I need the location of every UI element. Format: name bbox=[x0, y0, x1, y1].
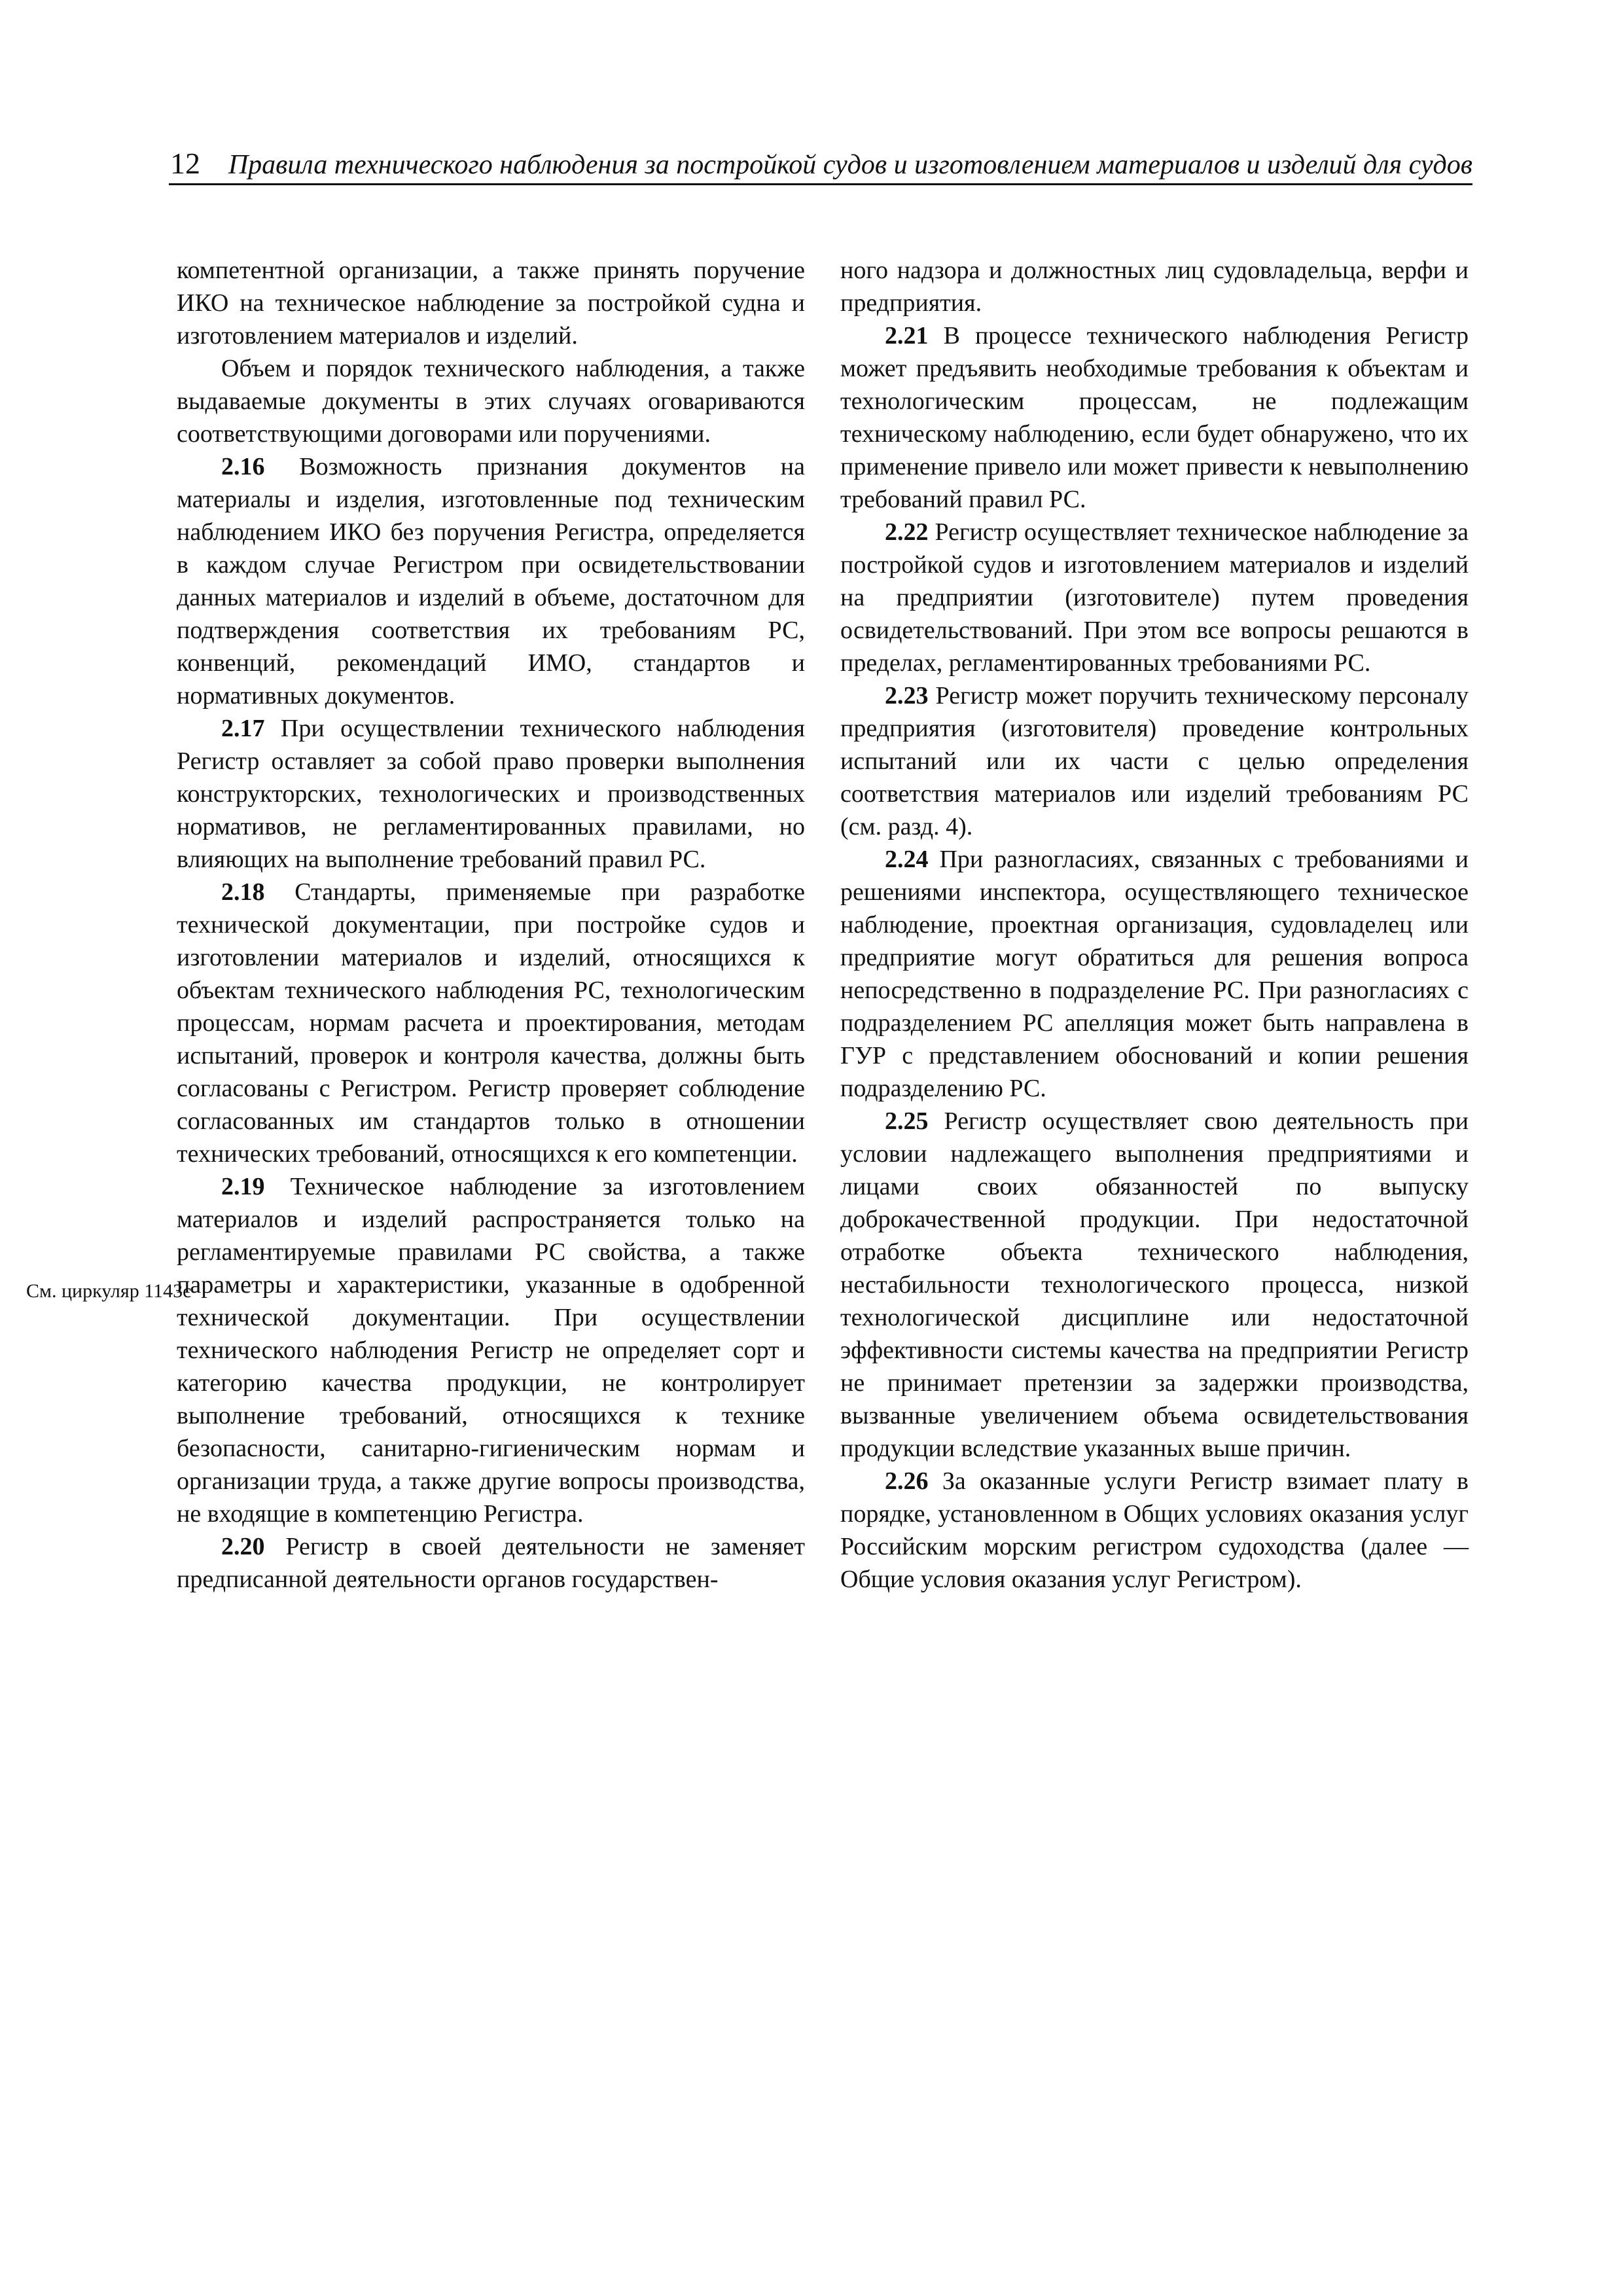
clause-text: Стандарты, применяемые при разработке технической документации, при постройке судов и изготовлении материалов и изделий, относящихся к объектам технического наблюдения РС, технологическим процессам, нормам расчета и проектирования, методам испытаний, проверок и контроля качества, должны быть согласованы с Регистром. Регистр проверяет соблюдение согласованных им стандартов только в отношении технических требований, относящихся к его компетенции. bbox=[177, 878, 806, 1168]
clause-number: 2.26 bbox=[885, 1467, 929, 1495]
clause-number: 2.16 bbox=[221, 453, 265, 480]
clause-number: 2.24 bbox=[885, 846, 929, 873]
clause-text: В процессе технического наблюдения Регистр может предъявить необходимые требования к объектам и технологическим процессам, не подлежащим техническому наблюдению, если будет обнаружено, что их применение привело или может привести к невыполнению требований правил РС. bbox=[840, 322, 1469, 513]
paragraph-continued: ного надзора и должностных лиц судовладельца, верфи и предприятия. bbox=[840, 257, 1469, 317]
clause-text: При разногласиях, связанных с требованиями и решениями инспектора, осуществляющего техническое наблюдение, проектная организация, судовладелец или предприятие могут обратиться для решения вопроса непосредственно в подразделение РС. При разногласиях с подразделением РС апелляция может быть направлена в ГУР с представлением обоснований и копии решения подразделению РС. bbox=[840, 846, 1469, 1102]
margin-note: См. циркуляр 1143с bbox=[26, 1280, 192, 1302]
paragraph-2-26 bbox=[840, 1465, 1469, 1596]
paragraph-2-24 bbox=[840, 843, 1469, 1105]
running-title: Правила технического наблюдения за постройкой судов и изготовлением материалов и изделий для судов bbox=[228, 150, 1472, 180]
paragraph-2-18 bbox=[177, 876, 805, 1170]
right-column bbox=[840, 254, 1469, 1596]
clause-text: Регистр в своей деятельности не заменяет предписанной деятельности органов государствен- bbox=[177, 1533, 805, 1593]
page-header bbox=[169, 143, 1472, 185]
paragraph-2-19 bbox=[177, 1170, 805, 1530]
left-column bbox=[177, 254, 805, 1596]
clause-number: 2.18 bbox=[221, 878, 265, 906]
paragraph-scope: Объем и порядок технического наблюдения, а также выдаваемые документы в этих случаях оговариваются соответствующими договорами или поручениями. bbox=[177, 355, 805, 448]
paragraph-2-22 bbox=[840, 516, 1469, 679]
clause-number: 2.23 bbox=[885, 682, 929, 709]
clause-text: Регистр осуществляет техническое наблюдение за постройкой судов и изготовлением материалов и изделий на предприятии (изготовителе) путем проведения освидетельствований. При этом все вопросы решаются в пределах, регламентированных требованиями РС. bbox=[840, 518, 1469, 677]
clause-number: 2.21 bbox=[885, 322, 929, 350]
paragraph-2-17 bbox=[177, 712, 805, 876]
clause-text: Регистр осуществляет свою деятельность при условии надлежащего выполнения предприятиями и лицами своих обязанностей по выпуску доброкачественной продукции. При недостаточной отработке объекта технического наблюдения, нестабильности технологического процесса, низкой технологической дисциплине или недостаточной эффективности системы качества на предприятии Регистр не принимает претензии за задержки производства, вызванные увеличением объема освидетельствования продукции вследствие указанных выше причин. bbox=[840, 1107, 1469, 1462]
page-number: 12 bbox=[170, 147, 200, 180]
clause-text: Техническое наблюдение за изготовлением материалов и изделий распространяется только на регламентируемые правилами РС свойства, а также параметры и характеристики, указанные в одобренной технической документации. При осуществлении технического наблюдения Регистр не определяет сорт и категорию качества продукции, не контролирует выполнение требований, относящихся к технике безопасности, санитарно-гигиеническим нормам и организации труда, а также другие вопросы производства, не входящие в компетенцию Регистра. bbox=[177, 1173, 806, 1528]
paragraph-2-16 bbox=[177, 450, 805, 712]
clause-text: Возможность признания документов на материалы и изделия, изготовленные под техническим наблюдением ИКО без поручения Регистра, определяется в каждом случае Регистром при освидетельствовании данных материалов и изделий в объеме, достаточном для подтверждения соответствия их требованиям РС, конвенций, рекомендаций ИМО, стандартов и нормативных документов. bbox=[177, 453, 805, 709]
paragraph-continued: компетентной организации, а также принять поручение ИКО на техническое наблюдение за постройкой судна и изготовлением материалов и изделий. bbox=[177, 257, 805, 350]
paragraph-2-23 bbox=[840, 679, 1469, 843]
clause-number: 2.20 bbox=[221, 1533, 265, 1560]
clause-number: 2.22 bbox=[885, 518, 929, 546]
clause-text: При осуществлении технического наблюдения Регистр оставляет за собой право проверки выполнения конструкторских, технологических и производственных нормативов, не регламентированных правилами, но влияющих на выполнение требований правил РС. bbox=[177, 715, 805, 873]
clause-number: 2.25 bbox=[885, 1107, 929, 1135]
paragraph-2-20 bbox=[177, 1530, 805, 1596]
paragraph-2-21 bbox=[840, 319, 1469, 516]
clause-number: 2.19 bbox=[221, 1173, 265, 1200]
clause-text: За оказанные услуги Регистр взимает плату в порядке, установленном в Общих условиях оказания услуг Российским морским регистром судоходства (далее — Общие условия оказания услуг Регистром). bbox=[840, 1467, 1469, 1593]
paragraph-2-25 bbox=[840, 1105, 1469, 1465]
clause-number: 2.17 bbox=[221, 715, 265, 742]
clause-text: Регистр может поручить техническому персоналу предприятия (изготовителя) проведение контрольных испытаний или их части с целью определения соответствия материалов или изделий требованиям РС (см. разд. 4). bbox=[840, 682, 1469, 840]
